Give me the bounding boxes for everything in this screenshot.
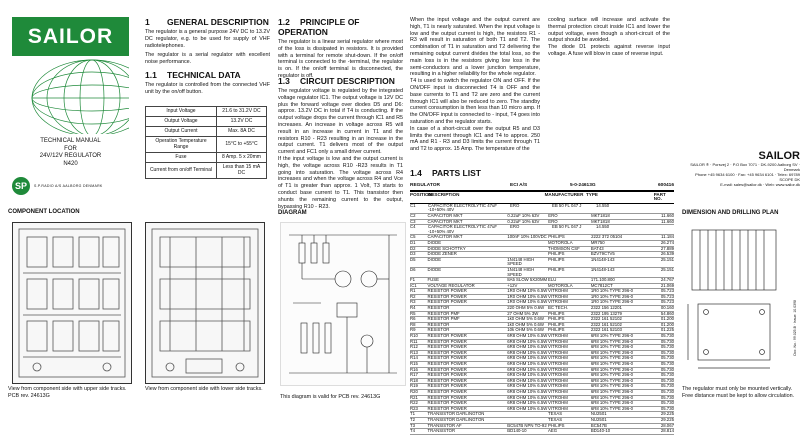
parts-cell: 29.225 [660,416,674,422]
parts-cell: R1 [410,288,416,294]
parts-cell: 1N4148 HIGH SPEED [507,256,535,267]
parts-cell: R16 [410,366,418,372]
diagram-title: DIAGRAM [278,210,307,216]
pcb-caption-2: PCB rev. 24613G [8,393,50,399]
parts-cell: 05.730 [660,366,674,372]
parts-cell: D5 [410,256,416,262]
principle-paragraph: The regulator is a linear serial regulator where most of the loss is dissipated in resistors. It is provided with a terminal for remote shut-down. If the on/off terminal is connected to the -terminal, the regulator is on. If the on/off terminal is disconnected, the regulator is off. [278,39,403,79]
parts-cell: RESISTOR POWER [427,372,467,378]
parts-cell: C3 [410,218,416,224]
parts-cell: ERO [510,202,520,208]
parts-cell: R23 [410,405,418,411]
spec-row: Output Voltage 13.2V DC [146,116,267,126]
parts-cell: 01.225 [660,327,674,333]
parts-cell: 11.184 [661,234,674,240]
circuit-continued-2 [548,17,670,58]
parts-cell: T4 [410,428,416,434]
parts-cell: 05.730 [660,383,674,389]
parts-cell: 14.550 [596,202,610,208]
parts-cell: DIODE [427,266,442,272]
parts-cell: RESISTOR POWER [427,338,467,344]
parts-cell: 28.814 [660,428,674,434]
parts-cell: VITROHM [548,344,568,350]
parts-cell: 6R8 OHM 10% 6.5W [507,372,548,378]
parts-cell: 11.660 [661,212,674,218]
manual-title-line: 24V/12V REGULATOR [39,153,102,159]
parts-cell: VITROHM [548,366,568,372]
parts-cell: EB 50 FL 047 J [552,202,582,208]
parts-cell: 1N4148-143 [590,256,615,262]
parts-cell: R15 [410,361,418,366]
col4-paragraph-1: cooling surface will increase and activate the thermal protection circuit inside IC1 and lower the output voltage, even though a short-circuit of the output should be avoided. [548,17,670,44]
parts-cell: PHILIPS [548,266,565,272]
parts-cell: 05.730 [660,349,674,355]
parts-cell: R11 [410,338,418,344]
parts-cell: BC547B [590,422,607,428]
spec-row: Output Current Max. 8A DC [146,126,267,136]
parts-cell: 6R8 10% TYPE 296-0 [590,400,634,406]
parts-cell: R6 [410,316,416,322]
parts-cell: 05.730 [660,394,674,400]
parts-cell: 0.22uF 10% 63V [507,212,540,218]
parts-cell: R21 [410,394,418,400]
parts-cell: 05.730 [660,377,674,383]
contact-line: Phone +45 9634 6100 · Fax: +45 9634 6101 · Telex: 69789 SCOPE DK [695,172,800,182]
parts-cell: 05.730 [660,361,674,366]
parts-cell: R5 [410,310,416,316]
section-circuit [278,76,403,210]
parts-cell: CAPACITOR ELECTROLYTIC 47uF -10+50% 40V [428,224,498,234]
parts-cell: 6R8 10% TYPE 296-0 [590,349,634,355]
parts-cell: NU2501 [590,416,607,422]
parts-cell: EB 50 FL 047 J [552,224,582,230]
parts-cell: 11.660 [661,218,674,224]
parts-cell: 1R0 10% TYPE 296-0 [590,288,634,294]
section-principle [278,17,403,80]
parts-cell: 6R8 OHM 10% 6.5W [507,349,548,355]
parts-cell: 6R8 OHM 10% 6.5W [507,333,548,339]
parts-cell: RESISTOR POWER [427,394,467,400]
parts-table [410,184,674,435]
general-paragraph-2: The regulator is a serial regulator with excellent noise performance. [145,52,270,66]
parts-cell: D1 [410,239,416,245]
parts-cell: R17 [410,372,418,378]
parts-cell: R4 [410,305,416,311]
parts-cell: 26.539 [660,251,674,257]
parts-cell: 1R0 OHM 10% 6.5W [507,299,548,305]
parts-cell: VITROHM [548,383,568,389]
parts-cell: 2322 156 12201 [590,305,622,311]
parts-cell: RESISTOR [427,321,450,327]
col3-paragraph-1: When the input voltage and the output current are high, T1 is nearly saturated. When the input voltage is low and the output current is high, the resistors R1 - R3 will result in saturation of both T1 and T2. The combination of T1 in saturation and T2 delivering the remaining output current divides the total loss, so the main loss is in the resistors giving low loss in the semi-conductors and a lower junction temperature, resulting in a higher reliability for the whole regulator. [410,17,540,78]
parts-cell: T3 [410,422,416,428]
parts-cell: TRANSISTOR [427,428,456,434]
parts-cell: 25.151 [660,256,674,262]
parts-cell: RESISTOR [427,305,450,311]
dimension-caption-2: Free distance must be kept to allow circulation. [682,393,795,399]
parts-cell: 0.22uF 10% 63V [507,218,540,224]
parts-cell [507,418,548,423]
circuit-paragraph-2: If the input voltage is low and the output current is high, the voltage across R10 -R23 results in T1 going into saturation. The voltage across R4 increases and when the voltage across R4 and Vce of T1 is greater than approx. 1 Volt, T3 starts to conduct base current to T1. This transistor then shunts the remaining current to the output, bypassing R10 - R23. [278,155,403,210]
parts-cell: +12V [507,282,518,288]
parts-cell: D3 [410,251,416,257]
parts-cell: RESISTOR PMF [427,310,460,316]
parts-cell: BD140-10 [590,428,611,434]
parts-cell: RESISTOR POWER [427,383,467,389]
parts-cell: C1 [410,202,416,208]
parts-cell: 29.225 [660,411,674,417]
parts-cell: VITROHM [548,338,568,344]
parts-cell: MKT1818 [591,218,610,224]
parts-cell: R14 [410,355,418,361]
parts-cell: 05.730 [660,388,674,394]
parts-cell: 6R8 OHM 10% 6.5W [507,405,548,411]
parts-cell: RESISTOR POWER [427,361,467,366]
pcb-caption-3: View from component side with lower side tracks. [145,386,263,392]
parts-cell: DIODE SCHOTTKY [427,245,466,251]
parts-cell: VITROHM [548,349,568,355]
parts-rows [410,204,674,435]
parts-cell: 26.274 [660,239,674,245]
parts-cell: VITROHM [548,372,568,378]
parts-cell: R18 [410,377,418,383]
parts-cell: RESISTOR PMF [427,316,460,322]
parts-cell: R10 [410,333,418,339]
parts-cell: RESISTOR POWER [427,405,467,411]
parts-cell: 6R8 10% TYPE 296-0 [590,361,634,366]
technical-paragraph: The regulator is controlled from the connected VHF unit by the on/off button. [145,82,270,95]
sp-radio-logo: SP [12,177,30,195]
parts-cell: 6R8 10% TYPE 296-0 [590,355,634,361]
parts-cell: 6R8 OHM 10% 6.5W [507,383,548,389]
parts-row [410,429,674,435]
parts-cell: 6R8 10% TYPE 296-0 [590,344,634,350]
parts-cell: PHILIPS [548,327,565,333]
parts-cell: 6R8 10% TYPE 296-0 [590,388,634,394]
parts-cell: 1R0 10% TYPE 296-0 [590,293,634,299]
parts-cell: R13 [410,349,418,355]
parts-cell: MKT1818 [591,212,610,218]
parts-cell: R12 [410,344,418,350]
spec-row: Input Voltage 21.6 to 31.2V DC [146,106,267,116]
parts-cell [507,247,548,252]
parts-cell: 10k OHM 5% 0.6W [507,327,544,333]
component-location-title: COMPONENT LOCATION [8,209,80,215]
parts-cell: IC1 [410,282,417,288]
parts-cell: 6R8 10% TYPE 296-0 [590,405,634,411]
parts-cell: ELU [548,277,557,283]
sailor-logo: SAILOR [12,17,129,56]
parts-cell: RESISTOR POWER [427,333,467,339]
parts-cell: 27 OHM 5% 3W [507,310,539,316]
parts-cell: CAPACITOR ELECTROLYTIC 47uF -10+50% 40V [428,202,498,213]
parts-cell: 6R8 10% TYPE 296-0 [590,366,634,372]
parts-cell: MC7812CT [590,282,613,288]
parts-cell: TEXAS [548,411,563,417]
parts-cell: R2 [410,293,416,299]
parts-cell: VITROHM [548,355,568,361]
parts-cell: VITROHM [548,333,568,339]
sailor-logo-small: SAILOR [758,150,800,162]
parts-cell: VITROHM [548,288,568,294]
col3-paragraph-3: In case of a short-circuit over the output R5 and D3 limits the current through IC1 and T4 to approx. 250 mA and R1 - R3 and D3 limits the current through T1 and T2 to approx. 15 Amp. The temperature of the [410,125,540,153]
parts-cell: 27.889 [660,245,674,251]
parts-cell: MOTOROLA [548,282,573,288]
parts-cell: 05.730 [660,400,674,406]
parts-cell: MR750 [590,239,605,245]
parts-cell: 1R0 10% TYPE 296-0 [590,299,634,305]
contact-line: E-mail: sales@sailor.dk · Web: www.sailor.dk [720,182,800,187]
parts-cell: TRANSISTOR DARLINGTON [427,411,485,417]
parts-cell: 6R8 OHM 10% 6.5W [507,361,548,366]
parts-cell: RESISTOR POWER [427,349,467,355]
parts-cell: VITROHM [548,293,568,299]
manual-title-line: FOR [64,145,77,152]
parts-cell: 8A5 SLOW 5X20MM [507,277,548,283]
technical-data-table [145,106,267,179]
globe-graphic [12,58,129,134]
parts-cell: 28.067 [660,422,674,428]
parts-cell: PHILIPS [548,256,565,262]
parts-cell: ERO [510,224,520,230]
col3-paragraph-2: T4 is used to switch the regulator ON and OFF. If the ON/OFF input is disconnected T4 is OFF and the base currents to T1 and T2 are zero and the current through IC1 will also be reduced to zero. The standby current consumption is then less than 10 micro amp. If the ON/OFF input is connected to - input, T4 goes into saturation and the regulator starts. [410,78,540,125]
parts-cell: PHILIPS [548,251,565,257]
parts-cell: 24.767 [660,277,674,283]
spec-row: Fuse 8 Amp. 5 x 20mm [146,152,267,162]
parts-cell: PHILIPS [548,234,565,240]
parts-cell: FUSE [427,277,439,283]
section-heading: 1.2 PRINCIPLE OF OPERATION [278,17,360,37]
parts-cell: MOTOROLA [548,239,573,245]
parts-cell: 6R8 OHM 10% 6.5W [507,366,548,372]
section-general-description [145,17,270,66]
section-heading: 1.1 TECHNICAL DATA [145,70,241,80]
parts-cell: VITROHM [548,405,568,411]
parts-cell: RESISTOR POWER [427,377,467,383]
parts-cell: BZV79C7V5 [590,251,615,257]
parts-cell: 05.730 [660,355,674,361]
parts-cell: DIODE [427,239,442,245]
parts-cell: 25.151 [660,266,674,272]
pcb-caption-1: View from component side with upper side tracks. [8,386,127,392]
parts-cell: 05.730 [660,405,674,411]
parts-cell: 6R8 OHM 10% 6.5W [507,400,548,406]
parts-cell: PHILIPS [548,310,565,316]
parts-cell: D2 [410,245,416,251]
parts-cell: 2322 161 52103 [590,327,622,333]
parts-cell [507,241,548,246]
parts-cell: 1N4148 HIGH SPEED [507,266,535,277]
parts-cell: 6R8 OHM 10% 6.5W [507,344,548,350]
parts-cell: 1R0 OHM 10% 6.5W [507,293,548,299]
parts-cell: R20 [410,388,418,394]
parts-cell: 05.730 [660,344,674,350]
parts-cell: 05.730 [660,372,674,378]
parts-cell: R8 [410,321,416,327]
parts-cell: 6R8 OHM 10% 6.5W [507,355,548,361]
section-heading: 1.3 CIRCUIT DESCRIPTION [278,76,395,86]
general-paragraph-1: The regulator is a general purpose 24V DC to 13.2V DC regulator, e.g. to be used for supply of VHF radiotelephones. [145,29,270,49]
diagram-caption: This diagram is valid for PCB rev. 24613G [280,394,381,400]
parts-cell: 6R8 OHM 10% 6.5W [507,394,548,400]
parts-cell: RESISTOR POWER [427,288,467,294]
parts-cell: 00.160 [660,305,674,311]
circuit-continued [410,17,540,153]
parts-cell: 21.069 [660,282,674,288]
parts-cell: D6 [410,266,416,272]
parts-cell: RESISTOR [427,327,450,333]
parts-cell: TRANSISTOR DARLINGTON [427,416,485,422]
parts-cell: T2 [410,416,416,422]
parts-cell: C4 [410,224,416,230]
parts-cell: BD140-10 [507,428,527,434]
circuit-paragraph-1: The regulator voltage is regulated by the integrated voltage regulator IC1. The output voltage is 12V DC plus the forward voltage over diodes D5 and D6: approx. 13.2V DC in total if T4 is conducting. If the output voltage drops the current through IC1 and R5 increases. An increase in voltage across R5 will result in an increase in current in T1 and the resistors R10 - R23 resulting in an increase in the output current. T1 delivers most of the output current and FC1 only a small driver current. [278,88,403,156]
parts-cell: 05.723 [660,299,674,305]
parts-cell: RESISTOR POWER [427,299,467,305]
parts-cell: VOLTAGE REGULATOR [427,282,475,288]
parts-cell: RESISTOR POWER [427,400,467,406]
parts-cell: VITROHM [548,361,568,366]
parts-cell: BC TECH. [548,305,569,311]
section-heading: 1.4 PARTS LIST [410,168,481,178]
parts-cell: 2322 195 13279 [590,310,622,316]
parts-cell: T1 [410,411,416,417]
parts-cell: RESISTOR POWER [427,388,467,394]
parts-cell: 6R8 10% TYPE 296-0 [590,338,634,344]
parts-cell: 2322 161 52102 [590,316,622,322]
parts-row [410,258,674,268]
parts-cell: RESISTOR POWER [427,344,467,350]
parts-cell: 6R8 OHM 10% 6.5W [507,388,548,394]
parts-cell: RESISTOR POWER [427,366,467,372]
spec-row: Current from on/off Terminal Less than 15 mA DC [146,162,267,178]
parts-list-heading [410,168,674,178]
circuit-diagram [280,222,406,386]
parts-cell: 171.100.800 [590,277,615,283]
manual-title-line: N420 [63,160,78,167]
parts-cell: VITROHM [548,299,568,305]
parts-cell: PHILIPS [548,422,565,428]
parts-cell: DIODE ZENER [427,251,457,257]
parts-cell: TRANSISTOR AF [427,422,462,428]
parts-cell: THOMSON CSF [548,245,580,251]
parts-cell: 2322 161 52102 [590,321,622,327]
parts-cell: 6R8 OHM 10% 6.5W [507,338,548,344]
parts-cell: 2222 372 05104 [591,234,623,240]
pcb-upper-tracks [12,222,132,384]
col4-paragraph-2: The diode D1 protects against reverse input voltage. A fuse will blow in case of reverse input. [548,44,670,57]
parts-cell: 1N4148-143 [590,266,615,272]
parts-cell: CAPACITOR MKT [427,234,463,240]
parts-cell: CAPACITOR MKT [427,212,463,218]
manual-title [12,138,129,168]
parts-cell: 6R8 10% TYPE 296-0 [590,394,634,400]
parts-cell: 01.200 [660,316,674,322]
doc-side-note: Doc. No.: 99.025.B · Issue: 10.0398 [793,300,797,356]
parts-cell: VITROHM [548,388,568,394]
parts-cell: BAT43 [590,245,604,251]
parts-cell: ERO [548,212,558,218]
parts-cell: C2 [410,212,416,218]
dimension-drawing [684,222,784,382]
parts-cell [507,412,548,417]
parts-cell: ERO [548,218,558,224]
parts-cell: 1k0 OHM 5% 0.6W [507,321,544,327]
parts-cell: 14.550 [596,224,610,230]
parts-cell: VITROHM [548,377,568,383]
parts-cell: VITROHM [548,400,568,406]
contact-line: SAILOR ® · Porsvej 2 · P.O Box 7071 · DK-9200 Aalborg SV · Denmark [690,162,800,172]
parts-cell: RESISTOR POWER [427,355,467,361]
parts-cell: 6R8 10% TYPE 296-0 [590,333,634,339]
parts-column-header: POSITION DESCRIPTION MANUFACTURER TYPE PART NO. [410,191,674,204]
parts-cell: R22 [410,400,418,406]
dimension-title: DIMENSION AND DRILLING PLAN [682,210,779,216]
parts-cell: AEG [548,428,558,434]
parts-cell: F1 [410,277,416,283]
parts-cell: R19 [410,383,418,389]
parts-cell: DIODE [427,256,442,262]
parts-cell: RESISTOR POWER [427,293,467,299]
parts-cell: 01.200 [660,321,674,327]
spec-row: Operation Temperature Range 15°C to +55°C [146,136,267,152]
parts-cell: 6R8 10% TYPE 296-0 [590,383,634,389]
parts-cell: PHILIPS [548,316,565,322]
dimension-caption-1: The regulator must only be mounted vertically. [682,386,793,392]
sp-radio-text: S.P.RADIO A/S AALBORG DENMARK [34,184,103,188]
parts-cell: NU2501 [590,411,607,417]
parts-cell: BC547B NPN TO-92 [507,422,547,428]
section-heading: 1 GENERAL DESCRIPTION [145,17,269,27]
parts-cell: VITROHM [548,394,568,400]
parts-cell: C5 [410,234,416,240]
parts-cell: CAPACITOR MKT [427,218,463,224]
manual-title-line: TECHNICAL MANUAL [40,138,101,144]
parts-cell: R9 [410,327,416,333]
parts-header-top: REGULATOR ECI A/S 5-0-24613G 600416 [410,184,674,191]
parts-cell: 05.723 [660,288,674,294]
parts-cell: 220 OHM 5% 0.6W [507,305,545,311]
parts-cell: R3 [410,299,416,305]
parts-cell: 1k0 OHM 5% 0.6W [507,316,544,322]
sailor-contact-block [690,150,800,187]
pcb-lower-tracks [145,222,265,384]
parts-cell: 6R8 10% TYPE 296-0 [590,372,634,378]
parts-cell: 6R8 10% TYPE 296-0 [590,377,634,383]
parts-cell: TEXAS [548,416,563,422]
parts-cell: 1R0 OHM 10% 6.5W [507,288,548,294]
parts-cell: PHILIPS [548,321,565,327]
parts-cell: 05.730 [660,333,674,339]
parts-cell: 05.730 [660,338,674,344]
parts-cell: 05.723 [660,293,674,299]
parts-cell: 6R8 OHM 10% 6.5W [507,377,548,383]
section-technical-data [145,70,270,179]
parts-cell: 100nF 10% 100VDC [507,234,547,240]
parts-cell: 54.860 [660,310,674,316]
